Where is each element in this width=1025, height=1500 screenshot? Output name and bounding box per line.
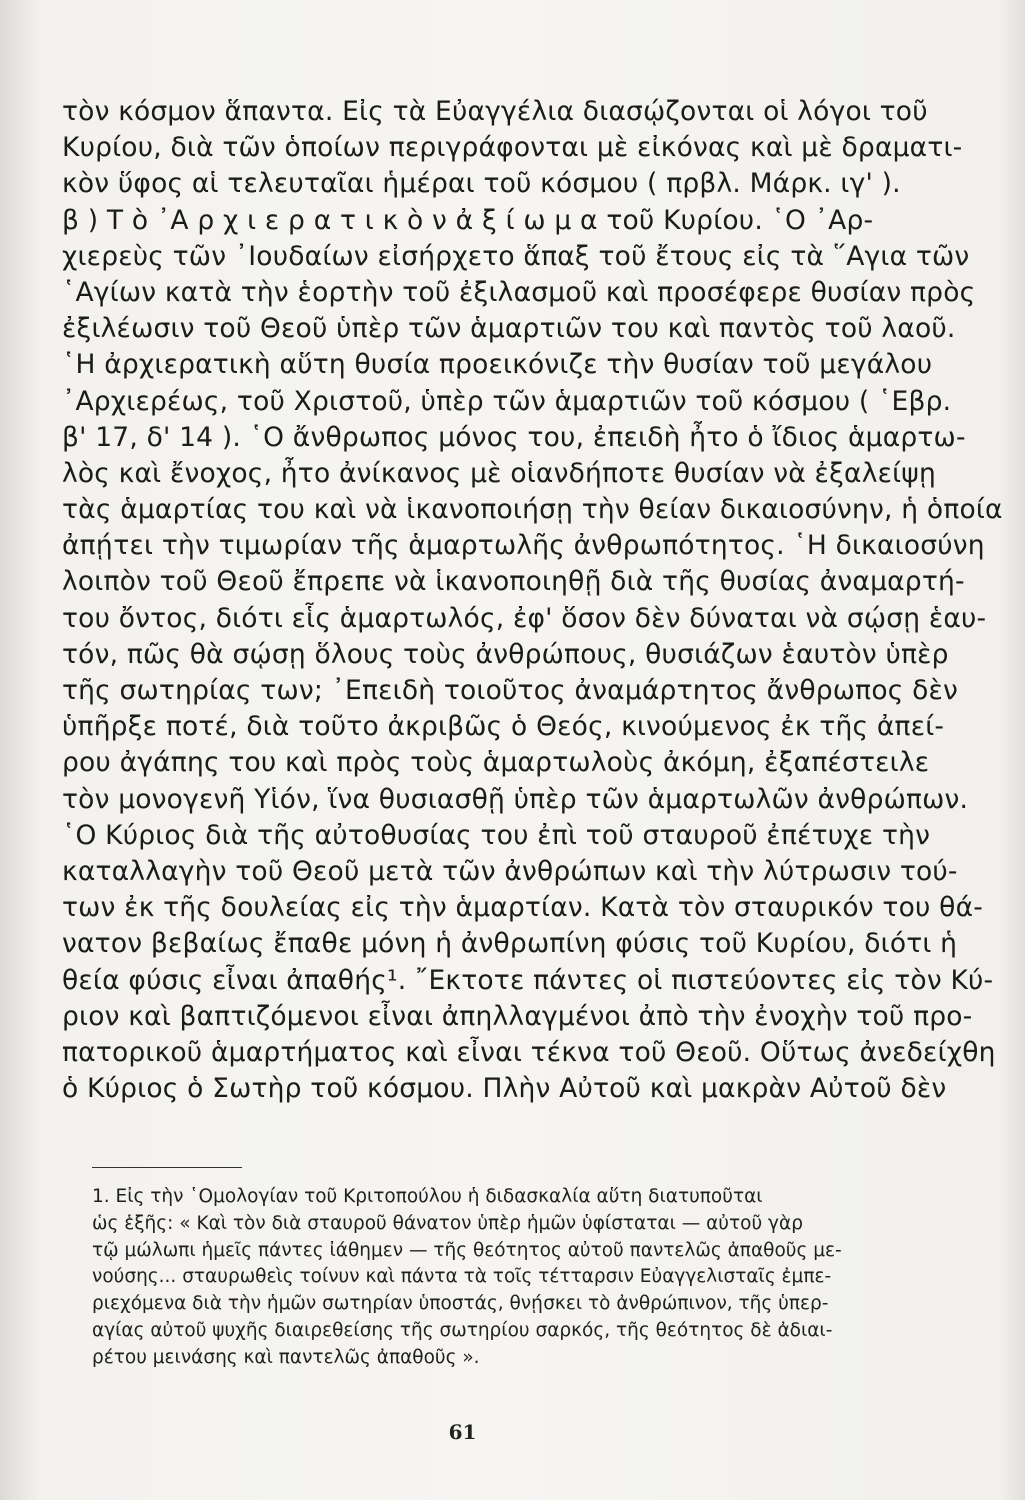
text-line: του ὄντος, διότι εἷς ἁμαρτωλός, ἐφ' ὅσον δὲν δύναται νὰ σῴσῃ ἑαυ- bbox=[62, 602, 987, 634]
text-line: τὸν μονογενῆ Υἱόν, ἵνα θυσιασθῇ ὑπὲρ τῶν ἁμαρτωλῶν ἀνθρώπων. bbox=[62, 783, 969, 815]
text-line: ὁ Κύριος ὁ Σωτὴρ τοῦ κόσμου. Πλὴν Αὐτοῦ καὶ μακρὰν Αὐτοῦ δὲν bbox=[62, 1073, 947, 1105]
text-line: καταλλαγὴν τοῦ Θεοῦ μετὰ τῶν ἀνθρώπων καὶ τὴν λύτρωσιν τού- bbox=[62, 855, 958, 887]
text-line: ῾Ο Κύριος διὰ τῆς αὐτοθυσίας του ἐπὶ τοῦ σταυροῦ ἐπέτυχε τὴν bbox=[62, 819, 931, 851]
text-line: ἐξιλέωσιν τοῦ Θεοῦ ὑπὲρ τῶν ἁμαρτιῶν του καὶ παντὸς τοῦ λαοῦ. bbox=[62, 313, 956, 345]
text-line: θεία φύσις εἶναι ἀπαθής¹. ῎Εκτοτε πάντες οἱ πιστεύοντες εἰς τὸν Κύ- bbox=[62, 964, 994, 996]
text-line: ἀπῄτει τὴν τιμωρίαν τῆς ἁμαρτωλῆς ἀνθρωπότητος. ῾Η δικαιοσύνη bbox=[62, 530, 985, 562]
text-line: ῾Αγίων κατὰ τὴν ἑορτὴν τοῦ ἐξιλασμοῦ καὶ προσέφερε θυσίαν πρὸς bbox=[62, 276, 976, 308]
text-line: ᾿Αρχιερέως, τοῦ Χριστοῦ, ὑπὲρ τῶν ἁμαρτιῶν τοῦ κόσμου ( ῾Εβρ. bbox=[62, 385, 952, 417]
footnote-line: ριεχόμενα διὰ τὴν ἡμῶν σωτηρίαν ὑποστάς, θνῄσκει τὸ ἀνθρώπινον, τῆς ὑπερ- bbox=[92, 1293, 829, 1315]
text-line: ρου ἀγάπης του καὶ πρὸς τοὺς ἁμαρτωλοὺς ἀκόμη, ἐξαπέστειλε bbox=[62, 747, 930, 779]
page-number: 61 bbox=[448, 1420, 477, 1444]
text-line: κὸν ὕφος αἱ τελευταῖαι ἡμέραι τοῦ κόσμου ( πρβλ. Μάρκ. ιγ' ). bbox=[62, 168, 901, 200]
text-line: των ἐκ τῆς δουλείας εἰς τὴν ἁμαρτίαν. Κατὰ τὸν σταυρικόν του θά- bbox=[62, 892, 983, 924]
text-line: τῆς σωτηρίας των; ᾿Επειδὴ τοιοῦτος ἀναμάρτητος ἄνθρωπος δὲν bbox=[62, 675, 959, 706]
text-line: τόν, πῶς θὰ σῴσῃ ὅλους τοὺς ἀνθρώπους, θυσιάζων ἑαυτὸν ὑπὲρ bbox=[62, 638, 949, 670]
footnote-line: νούσης... σταυρωθεὶς τοίνυν καὶ πάντα τὰ τοῖς τέτταρσιν Εὐαγγελισταῖς ἐμπε- bbox=[92, 1266, 832, 1288]
footnote-divider bbox=[92, 1167, 242, 1168]
text-line: Κυρίου, διὰ τῶν ὁποίων περιγράφονται μὲ εἰκόνας καὶ μὲ δραματι- bbox=[62, 132, 963, 164]
footnote-line: 1. Εἰς τὴν ῾Ομολογίαν τοῦ Κριτοπούλου ἡ διδασκαλία αὕτη διατυποῦται bbox=[92, 1186, 763, 1207]
footnote-line: τῷ μώλωπι ἡμεῖς πάντες ἰάθημεν — τῆς θεότητος αὐτοῦ παντελῶς ἀπαθοῦς με- bbox=[92, 1239, 842, 1261]
text-line: ῾Η ἀρχιερατικὴ αὕτη θυσία προεικόνιζε τὴν θυσίαν τοῦ μεγάλου bbox=[62, 349, 933, 381]
footnote-line: ὡς ἑξῆς: « Καὶ τὸν διὰ σταυροῦ θάνατον ὑπὲρ ἡμῶν ὑφίσταται — αὐτοῦ γὰρ bbox=[92, 1212, 803, 1234]
text-line: λὸς καὶ ἔνοχος, ἦτο ἀνίκανος μὲ οἱανδήποτε θυσίαν νὰ ἐξαλείψῃ bbox=[62, 457, 936, 489]
footnote bbox=[92, 1184, 897, 1372]
text-line: πατορικοῦ ἁμαρτήματος καὶ εἶναι τέκνα τοῦ Θεοῦ. Οὕτως ἀνεδείχθη bbox=[62, 1036, 996, 1068]
text-line: νατον βεβαίως ἔπαθε μόνη ἡ ἀνθρωπίνη φύσις τοῦ Κυρίου, διότι ἡ bbox=[62, 928, 958, 960]
text-line: β ) Τ ὸ ᾿Α ρ χ ι ε ρ α τ ι κ ὸ ν ἀ ξ ί ω μ α τοῦ Κυρίου. ῾Ο ᾿Αρ- bbox=[62, 204, 874, 236]
text-line: ριον καὶ βαπτιζόμενοι εἶναι ἀπηλλαγμένοι ἀπὸ τὴν ἐνοχὴν τοῦ προ- bbox=[62, 1000, 973, 1032]
footnote-line: ρέτου μεινάσης καὶ παντελῶς ἀπαθοῦς ». bbox=[92, 1346, 480, 1368]
text-line: τὸν κόσμον ἅπαντα. Εἰς τὰ Εὐαγγέλια διασῴζονται οἱ λόγοι τοῦ bbox=[62, 96, 928, 127]
text-line: χιερεὺς τῶν ᾿Ιουδαίων εἰσήρχετο ἅπαξ τοῦ ἔτους εἰς τὰ ῞Αγια τῶν bbox=[62, 240, 970, 272]
footnote-line: αγίας αὐτοῦ ψυχῆς διαιρεθείσης τῆς σωτηρίου σαρκός, τῆς θεότητος δὲ ἀδιαι- bbox=[92, 1319, 833, 1341]
text-line: τὰς ἁμαρτίας του καὶ νὰ ἱκανοποιήσῃ τὴν θείαν δικαιοσύνην, ἡ ὁποία bbox=[62, 494, 1003, 526]
text-line: λοιπὸν τοῦ Θεοῦ ἔπρεπε νὰ ἱκανοποιηθῇ διὰ τῆς θυσίας ἀναμαρτή- bbox=[62, 566, 965, 598]
text-line: ὑπῆρξε ποτέ, διὰ τοῦτο ἀκριβῶς ὁ Θεός, κινούμενος ἐκ τῆς ἀπεί- bbox=[62, 711, 945, 743]
main-text bbox=[62, 94, 1003, 1107]
text-line: β' 17, δ' 14 ). ῾Ο ἄνθρωπος μόνος του, ἐπειδὴ ἦτο ὁ ἴδιος ἁμαρτω- bbox=[62, 421, 966, 453]
